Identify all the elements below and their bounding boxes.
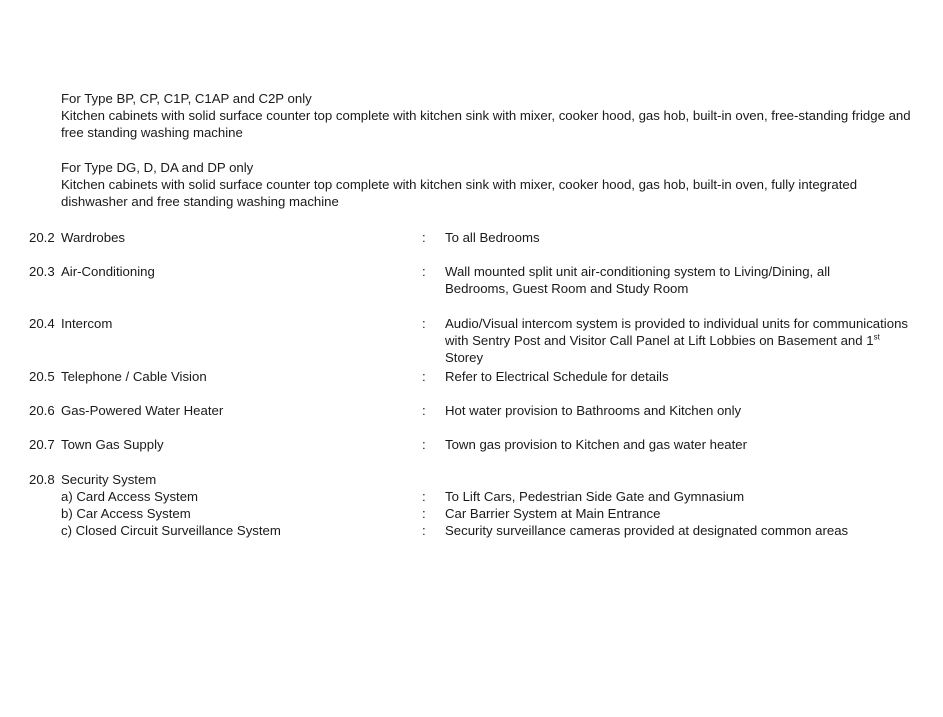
- spec-colon: :: [422, 230, 426, 245]
- spec-colon: :: [422, 403, 426, 418]
- spec-colon: :: [422, 316, 426, 331]
- spec-value-tail: Storey: [445, 350, 484, 365]
- spec-value-text: Audio/Visual intercom system is provided to individual units for communications with Sentry Post and Visitor Call Panel at Lift Lobbies on Basement and 1: [445, 316, 908, 348]
- spec-subrow-car-access: [0, 505, 943, 522]
- kitchen-type-dg-heading: For Type DG, D, DA and DP only: [61, 160, 254, 175]
- spec-row-security: [0, 471, 943, 488]
- spec-number: 20.5: [29, 369, 55, 384]
- spec-value: Refer to Electrical Schedule for details: [445, 369, 669, 384]
- spec-number: 20.2: [29, 230, 55, 245]
- spec-sub-value: Car Barrier System at Main Entrance: [445, 506, 661, 521]
- spec-colon: :: [422, 264, 426, 279]
- spec-label: Intercom: [61, 316, 113, 331]
- spec-value-superscript: st: [873, 332, 880, 342]
- spec-row-wardrobes: [0, 229, 943, 246]
- spec-number: 20.8: [29, 472, 55, 487]
- kitchen-type-bp-block: [61, 90, 911, 141]
- spec-label: Gas-Powered Water Heater: [61, 403, 224, 418]
- kitchen-type-bp-heading: For Type BP, CP, C1P, C1AP and C2P only: [61, 91, 312, 106]
- spec-label: Security System: [61, 472, 157, 487]
- spec-row-town-gas: [0, 436, 943, 453]
- spec-subrow-cctv: [0, 522, 943, 539]
- spec-value: [445, 315, 915, 366]
- spec-number: 20.7: [29, 437, 55, 452]
- kitchen-type-dg-block: [61, 159, 911, 210]
- spec-row-intercom: [0, 315, 943, 365]
- spec-sub-label: b) Car Access System: [61, 506, 191, 521]
- spec-colon: :: [422, 506, 426, 521]
- spec-label: Wardrobes: [61, 230, 126, 245]
- spec-number: 20.6: [29, 403, 55, 418]
- spec-value: To all Bedrooms: [445, 230, 540, 245]
- spec-sub-value: Security surveillance cameras provided at designated common areas: [445, 523, 849, 538]
- spec-row-telephone: [0, 368, 943, 385]
- spec-colon: :: [422, 523, 426, 538]
- spec-colon: :: [422, 369, 426, 384]
- kitchen-type-bp-text: Kitchen cabinets with solid surface counter top complete with kitchen sink with mixer, cooker hood, gas hob, built-in oven, free-standing fridge and free standing washing machine: [61, 108, 911, 140]
- spec-number: 20.4: [29, 316, 55, 331]
- spec-subrow-card-access: [0, 488, 943, 505]
- spec-sub-label: c) Closed Circuit Surveillance System: [61, 523, 281, 538]
- spec-row-water-heater: [0, 402, 943, 419]
- spec-sub-value: To Lift Cars, Pedestrian Side Gate and Gymnasium: [445, 489, 745, 504]
- spec-number: 20.3: [29, 264, 55, 279]
- spec-value: Wall mounted split unit air-conditioning system to Living/Dining, all Bedrooms, Guest Room and Study Room: [445, 264, 831, 296]
- spec-label: Air-Conditioning: [61, 264, 155, 279]
- spec-value: Hot water provision to Bathrooms and Kitchen only: [445, 403, 742, 418]
- spec-row-air-conditioning: [0, 263, 943, 296]
- spec-colon: :: [422, 437, 426, 452]
- spec-value: Town gas provision to Kitchen and gas water heater: [445, 437, 748, 452]
- kitchen-type-dg-text: Kitchen cabinets with solid surface counter top complete with kitchen sink with mixer, cooker hood, gas hob, built-in oven, fully integrated dishwasher and free standing washing machine: [61, 177, 858, 209]
- spec-label: Telephone / Cable Vision: [61, 369, 207, 384]
- spec-label: Town Gas Supply: [61, 437, 164, 452]
- spec-colon: :: [422, 489, 426, 504]
- spec-sub-label: a) Card Access System: [61, 489, 199, 504]
